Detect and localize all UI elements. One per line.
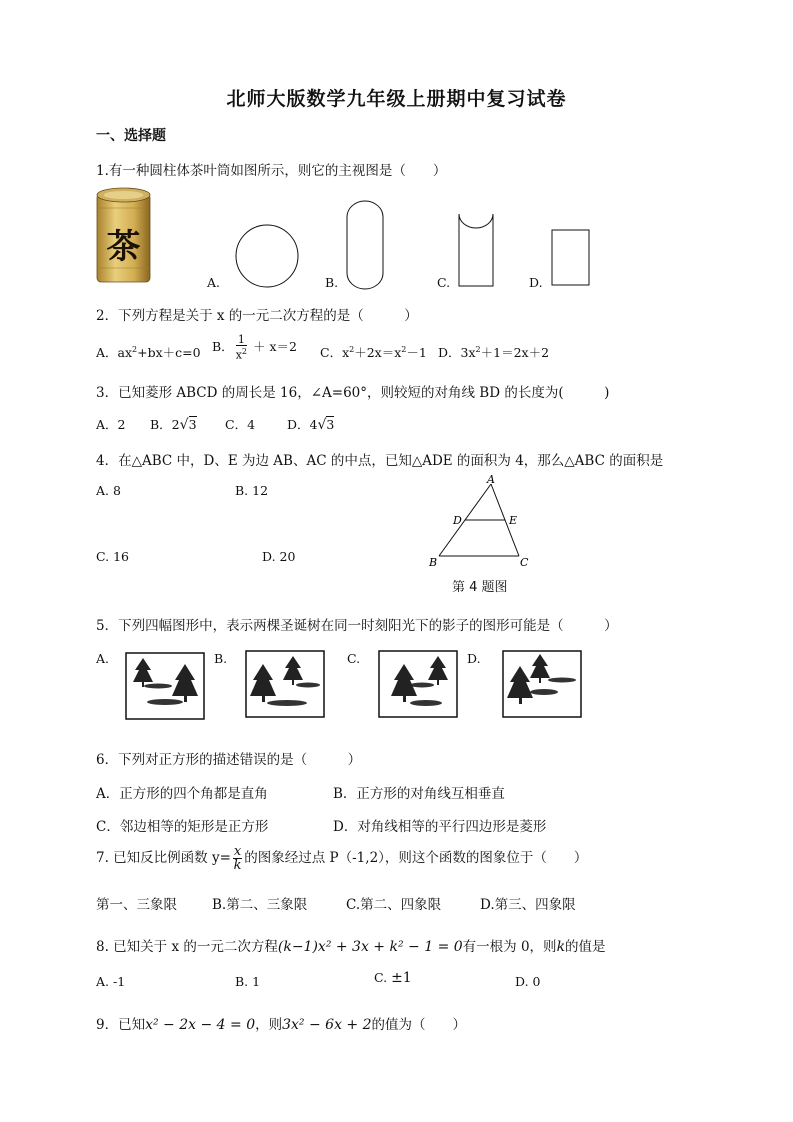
rectangle-shape <box>551 229 591 291</box>
question-5: 5．下列四幅图形中，表示两棵圣诞树在同一时刻阳光下的影子的图形可能是（ ） <box>96 618 618 634</box>
label-E: E <box>509 514 518 527</box>
q7-numerator: x <box>233 844 242 859</box>
q2-b-label: B． <box>212 338 234 354</box>
q8-equation: (k−1)x² + 3x + k² − 1 = 0 <box>277 939 463 955</box>
q8-c-label: C. <box>374 970 388 985</box>
q7-option-c[interactable]: C.第二、四象限 <box>346 897 442 913</box>
q3-option-d[interactable] <box>287 415 334 433</box>
q7-denominator: k <box>233 858 242 873</box>
q2-c-exp2: 2 <box>401 344 407 354</box>
q5-option-d-label[interactable]: D. <box>467 651 481 666</box>
q7-option-a[interactable]: 第一、三象限 <box>96 897 177 913</box>
q2-a-exp: 2 <box>132 344 138 354</box>
q7-option-d[interactable]: D.第三、四象限 <box>480 897 576 913</box>
question-7 <box>96 845 587 872</box>
q2-a-rest: +bx＋c=0 <box>137 345 201 360</box>
trees-picture-a <box>125 652 205 724</box>
q6-option-c[interactable]: C．邻边相等的矩形是正方形 <box>96 819 269 835</box>
question-1: 1.有一种圆柱体茶叶筒如图所示，则它的主视图是（ ） <box>96 163 447 179</box>
q5-option-b-label[interactable]: B. <box>214 651 228 666</box>
q8-mid: 有一根为 0，则 <box>462 939 557 955</box>
q2-b-rest: ＋ x＝2 <box>252 338 297 354</box>
q2-d-rest: ＋1＝2x＋2 <box>480 345 550 360</box>
q3-d-radicand: 3 <box>326 417 335 432</box>
sqrt-symbol: √ <box>317 417 327 433</box>
q2-d-exp: 2 <box>475 344 481 354</box>
q7-post: 的图象经过点 P（-1,2），则这个函数的图象位于（ ） <box>244 850 588 866</box>
label-C: C <box>520 556 529 569</box>
q8-option-c[interactable] <box>374 970 412 986</box>
question-4: 4．在△ABC 中，D、E 为边 AB、AC 的中点，已知△ADE 的面积为 4，那么△ABC 的面积是 <box>96 453 664 469</box>
circle-shape <box>235 224 299 292</box>
q2-c-base: C．x <box>320 345 350 360</box>
q1-option-b-label[interactable]: B. <box>325 275 339 290</box>
q1-option-c-label[interactable]: C. <box>437 275 451 290</box>
question-6: 6．下列对正方形的描述错误的是（ ） <box>96 752 362 768</box>
trees-picture-d <box>502 650 582 722</box>
q2-d-base: D．3x <box>438 345 476 360</box>
q8-option-d[interactable]: D. 0 <box>515 974 541 989</box>
trees-picture-b <box>245 650 325 722</box>
section-heading: 一、选择题 <box>96 128 166 144</box>
question-9 <box>96 1013 466 1033</box>
q2-option-a[interactable] <box>96 343 201 361</box>
q9-equation-1: x² − 2x − 4 = 0 <box>145 1017 256 1033</box>
q1-option-a-label[interactable]: A. <box>207 275 221 290</box>
q2-option-c[interactable] <box>320 343 427 361</box>
q6-option-d[interactable]: D．对角线相等的平行四边形是菱形 <box>333 819 547 835</box>
q2-c-exp1: 2 <box>349 344 355 354</box>
triangle-figure <box>425 472 535 576</box>
q4-option-b[interactable]: B. 12 <box>235 483 269 498</box>
tea-can-image <box>96 186 151 287</box>
q3-option-c[interactable]: C．4 <box>225 417 256 432</box>
q2-option-d[interactable] <box>438 343 549 361</box>
q9-pre: 9．已知 <box>96 1017 146 1033</box>
trees-picture-c <box>378 650 458 722</box>
label-D: D <box>453 514 462 527</box>
q9-equation-2: 3x² − 6x + 2 <box>282 1017 372 1033</box>
q8-pre: 8. 已知关于 x 的一元二次方程 <box>96 939 278 955</box>
q2-option-b[interactable] <box>212 334 297 361</box>
q7-pre: 7. 已知反比例函数 y= <box>96 850 231 866</box>
q3-option-a[interactable]: A．2 <box>96 417 126 432</box>
q3-b-radicand: 3 <box>188 417 197 432</box>
q8-option-b[interactable]: B. 1 <box>235 974 261 989</box>
q8-c-value: ±1 <box>391 970 412 986</box>
q5-option-a-label[interactable]: A. <box>96 651 110 666</box>
q6-option-a[interactable]: A．正方形的四个角都是直角 <box>96 786 268 802</box>
page-title: 北师大版数学九年级上册期中复习试卷 <box>226 88 567 110</box>
u-shape <box>458 213 494 291</box>
q2-a-base: A．ax <box>96 345 133 360</box>
q2-b-numerator: 1 <box>236 334 247 346</box>
q2-b-exp: 2 <box>241 347 247 356</box>
figure-caption: 第 4 题图 <box>452 580 508 595</box>
q8-post: 的值是 <box>565 939 606 955</box>
rounded-rectangle-shape <box>345 199 385 295</box>
label-A: A <box>487 473 495 486</box>
q4-option-c[interactable]: C. 16 <box>96 549 129 564</box>
q8-k: k <box>556 939 566 955</box>
question-3: 3．已知菱形 ABCD 的周长是 16，∠A=60°，则较短的对角线 BD 的长度为( ) <box>96 385 610 401</box>
q4-option-a[interactable]: A. 8 <box>96 483 121 498</box>
question-2: 2．下列方程是关于 x 的一元二次方程的是（ ） <box>96 308 418 324</box>
sqrt-symbol: √ <box>179 417 189 433</box>
q8-option-a[interactable]: A. -1 <box>96 974 126 989</box>
q2-b-denominator: x <box>235 348 242 362</box>
question-8 <box>96 935 606 955</box>
q3-d-label: D．4 <box>287 417 318 432</box>
q5-option-c-label[interactable]: C. <box>347 651 361 666</box>
q2-c-mid: ＋2x＝x <box>354 345 402 360</box>
q2-c-rest: －1 <box>406 345 427 360</box>
tea-character: 茶 <box>106 227 141 267</box>
q9-mid: ，则 <box>255 1017 283 1033</box>
q3-option-b[interactable] <box>150 415 197 433</box>
label-B: B <box>429 556 438 569</box>
q1-option-d-label[interactable]: D. <box>529 275 543 290</box>
q4-option-d[interactable]: D. 20 <box>262 549 296 564</box>
q3-b-label: B．2 <box>150 417 180 432</box>
q6-option-b[interactable]: B．正方形的对角线互相垂直 <box>333 786 505 802</box>
q7-option-b[interactable]: B.第二、三象限 <box>212 897 308 913</box>
q9-post: 的值为（ ） <box>371 1017 467 1033</box>
